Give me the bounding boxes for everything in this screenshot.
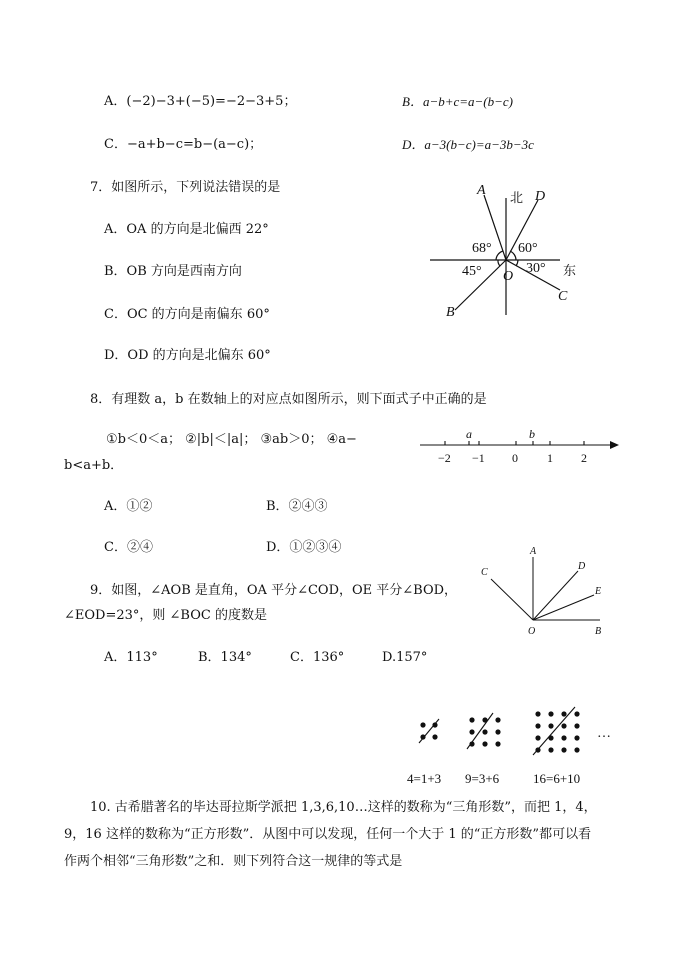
label-d: D [535,189,546,204]
dot [535,711,540,716]
label-b: B [595,626,602,637]
q7-option-c: C．OC 的方向是南偏东 60° [104,307,270,322]
q8-number-line [415,425,625,470]
arrow-head [610,441,619,449]
q7-direction-figure [420,180,600,325]
q10-text-line2: 9，16 这样的数称为“正方形数”．从图中可以发现，任何一个大于 1 的“正方形数”都可以看 [64,827,592,842]
dot [561,711,566,716]
q9-option-d: D.157° [382,650,428,665]
q9-angle-figure [475,545,610,640]
label-c: C [481,567,488,578]
dot [548,711,553,716]
q8-option-d: D．①②③④ [266,540,342,555]
ellipsis: … [597,726,611,741]
dot [535,723,540,728]
dot [574,735,579,740]
dot [574,747,579,752]
q7-option-b: B．OB 方向是西南方向 [104,264,242,279]
q7-option-a: A．OA 的方向是北偏西 22° [104,222,269,237]
point-b-label: b [529,427,535,441]
angle-label-30: 30° [526,261,546,276]
angle-label-68: 68° [472,241,492,256]
dot [482,729,487,734]
q7-stem: 7．如图所示，下列说法错误的是 [90,180,281,195]
ray-oc [491,579,533,620]
q6-option-a: A．(−2)−3+(−5)=−2−3+5； [104,94,297,109]
q8-option-a: A．①② [104,499,153,514]
tick-label-minus-2: −2 [438,451,451,465]
q10-text-line3: 作两个相邻“三角形数”之和．则下列符合这一规律的等式是 [64,854,403,869]
q7-option-d: D．OD 的方向是北偏东 60° [104,348,271,363]
q8-option-c: C．②④ [104,540,153,555]
angle-arc-60 [510,251,516,260]
q6-option-d: D．a−3(b−c)=a−3b−3c [402,137,534,152]
q9-option-c: C．136° [290,650,345,665]
dot [535,735,540,740]
label-o: O [503,269,514,284]
ray-od [533,571,578,620]
label-b: B [446,305,455,320]
q8-items-line1: ①b＜0＜a； ②|b|＜|a|； ③ab＞0； ④a− [106,432,357,447]
dot [420,722,425,727]
q8-items-line2: b<a+b． [64,458,124,473]
dot [495,717,500,722]
tick-label-2: 2 [581,451,587,465]
label-o: O [528,626,536,637]
q6-option-b: B．a−b+c=a−(b−c) [402,94,514,109]
label-c: C [558,289,568,304]
dot [574,723,579,728]
dot [482,741,487,746]
angle-label-45: 45° [462,264,482,279]
label-e: E [595,586,602,597]
tick-label-0: 0 [512,451,518,465]
angle-arc-68 [496,251,503,260]
dot [495,741,500,746]
q10-text-line1: 10. 古希腊著名的毕达哥拉斯学派把 1,3,6,10…这样的数称为“三角形数”，而把 1，4， [90,800,597,815]
q8-option-b: B．②④③ [266,499,328,514]
label-east: 东 [563,264,577,279]
tick-label-minus-1: −1 [472,451,485,465]
label-north: 北 [510,191,524,206]
dot [469,729,474,734]
dot [574,711,579,716]
point-a-label: a [466,427,472,441]
angle-arc-45 [498,260,500,266]
q9-option-b: B．134° [198,650,252,665]
tick-label-1: 1 [547,451,553,465]
dot [548,723,553,728]
dot [548,747,553,752]
label-d: D [578,561,586,572]
angle-label-60: 60° [518,241,538,256]
label-a: A [530,546,537,557]
q9-option-a: A．113° [104,650,158,665]
dot [469,717,474,722]
q9-stem-line2: ∠EOD=23°，则 ∠BOC 的度数是 [64,608,267,623]
dots-caption-3: 16=6+10 [533,771,581,786]
angle-arc-30 [516,260,518,266]
divider-line [419,719,439,743]
dot [432,734,437,739]
ray-oe [533,595,594,620]
dots-caption-2: 9=3+6 [465,771,500,786]
dot [561,723,566,728]
dots-caption-1: 4=1+3 [407,771,442,786]
q9-stem-line1: 9．如图，∠AOB 是直角，OA 平分∠COD，OE 平分∠BOD， [90,583,458,598]
label-a: A [477,183,486,198]
q10-dot-figures [405,705,625,790]
dot [495,729,500,734]
dot [561,735,566,740]
q8-stem: 8．有理数 a，b 在数轴上的对应点如图所示，则下面式子中正确的是 [90,392,487,407]
q6-option-c: C．−a+b−c=b−(a−c)； [104,137,263,152]
dot [561,747,566,752]
